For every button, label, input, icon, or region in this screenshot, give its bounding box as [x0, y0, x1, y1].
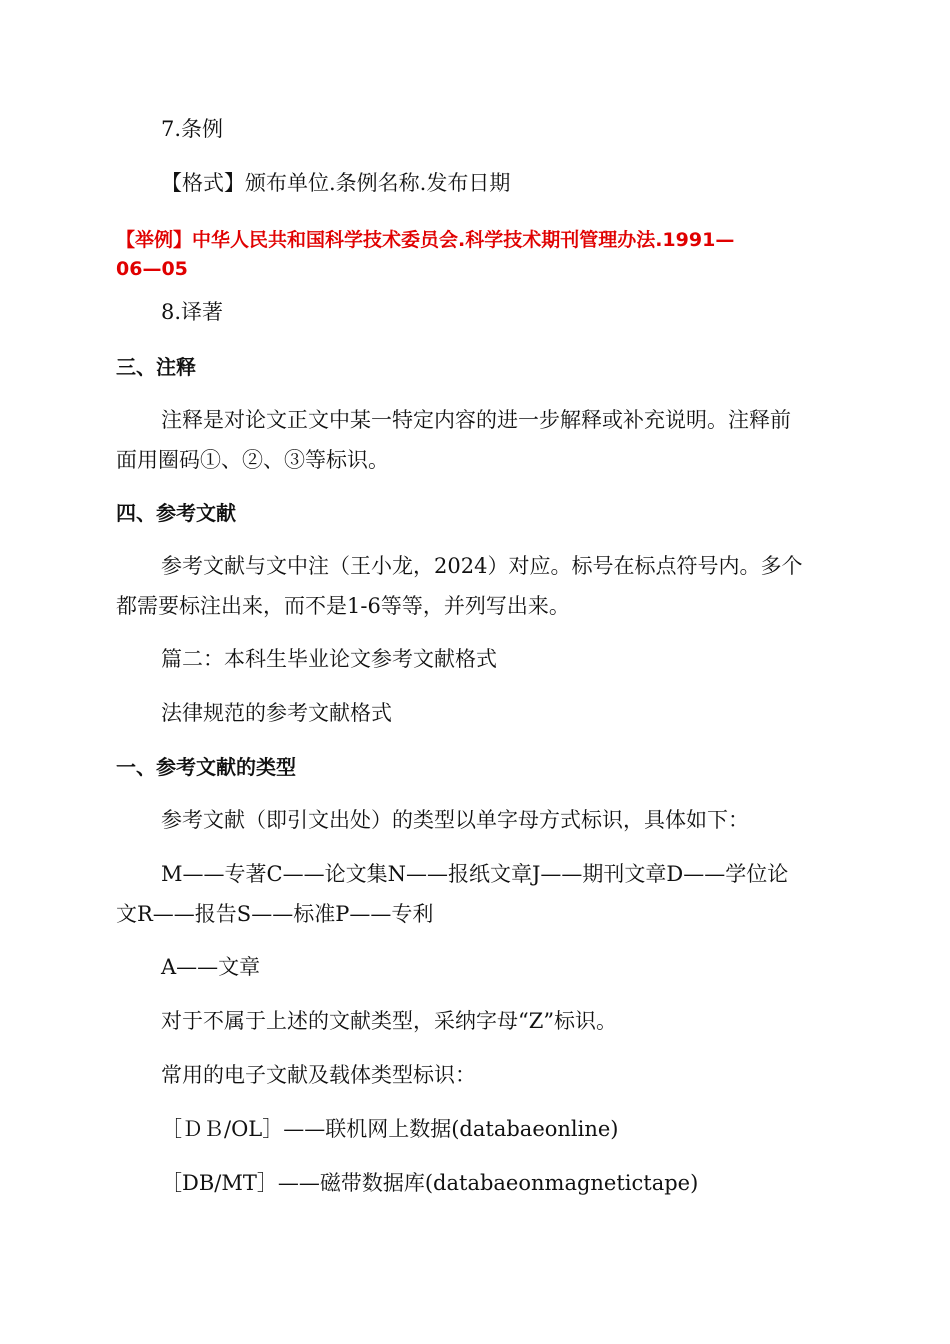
paragraph-notes-line-2: 面用圈码①、②、③等标识。: [116, 448, 389, 472]
electronic-type-db-ol: ［ＤＢ/OL］——联机网上数据(databaeonline): [161, 1117, 619, 1141]
paragraph-notes-line-1: 注释是对论文正文中某一特定内容的进一步解释或补充说明。注释前: [161, 408, 791, 432]
section-heading-references: 四、参考文献: [116, 501, 236, 525]
item-8-title: 8.译著: [161, 300, 224, 324]
section-heading-notes: 三、注释: [116, 355, 196, 379]
example-line-2: 06—05: [116, 258, 188, 280]
legal-format-title: 法律规范的参考文献格式: [161, 701, 392, 725]
type-list-line-3: A——文章: [161, 955, 261, 979]
type-list-line-1: M——专著C——论文集N——报纸文章J——期刊文章D——学位论: [161, 862, 789, 886]
paragraph-electronic-types: 常用的电子文献及载体类型标识：: [161, 1063, 476, 1087]
part-two-title: 篇二：本科生毕业论文参考文献格式: [161, 647, 497, 671]
type-list-line-2: 文R——报告S——标准P——专利: [116, 902, 434, 926]
example-line-1: 【举例】中华人民共和国科学技术委员会.科学技术期刊管理办法.1991—: [116, 229, 735, 251]
paragraph-references-line-2: 都需要标注出来，而不是1-6等等，并列写出来。: [116, 594, 570, 618]
paragraph-type-z: 对于不属于上述的文献类型，采纳字母“Z”标识。: [161, 1009, 618, 1033]
paragraph-references-line-1: 参考文献与文中注（王小龙，2024）对应。标号在标点符号内。多个: [161, 554, 803, 578]
section-heading-reference-types: 一、参考文献的类型: [116, 755, 296, 779]
paragraph-types-intro: 参考文献（即引文出处）的类型以单字母方式标识，具体如下：: [161, 808, 749, 832]
format-line: 【格式】颁布单位.条例名称.发布日期: [161, 171, 511, 195]
electronic-type-db-mt: ［DB/MT］——磁带数据库(databaeonmagnetictape): [161, 1171, 699, 1195]
item-7-title: 7.条例: [161, 117, 224, 141]
